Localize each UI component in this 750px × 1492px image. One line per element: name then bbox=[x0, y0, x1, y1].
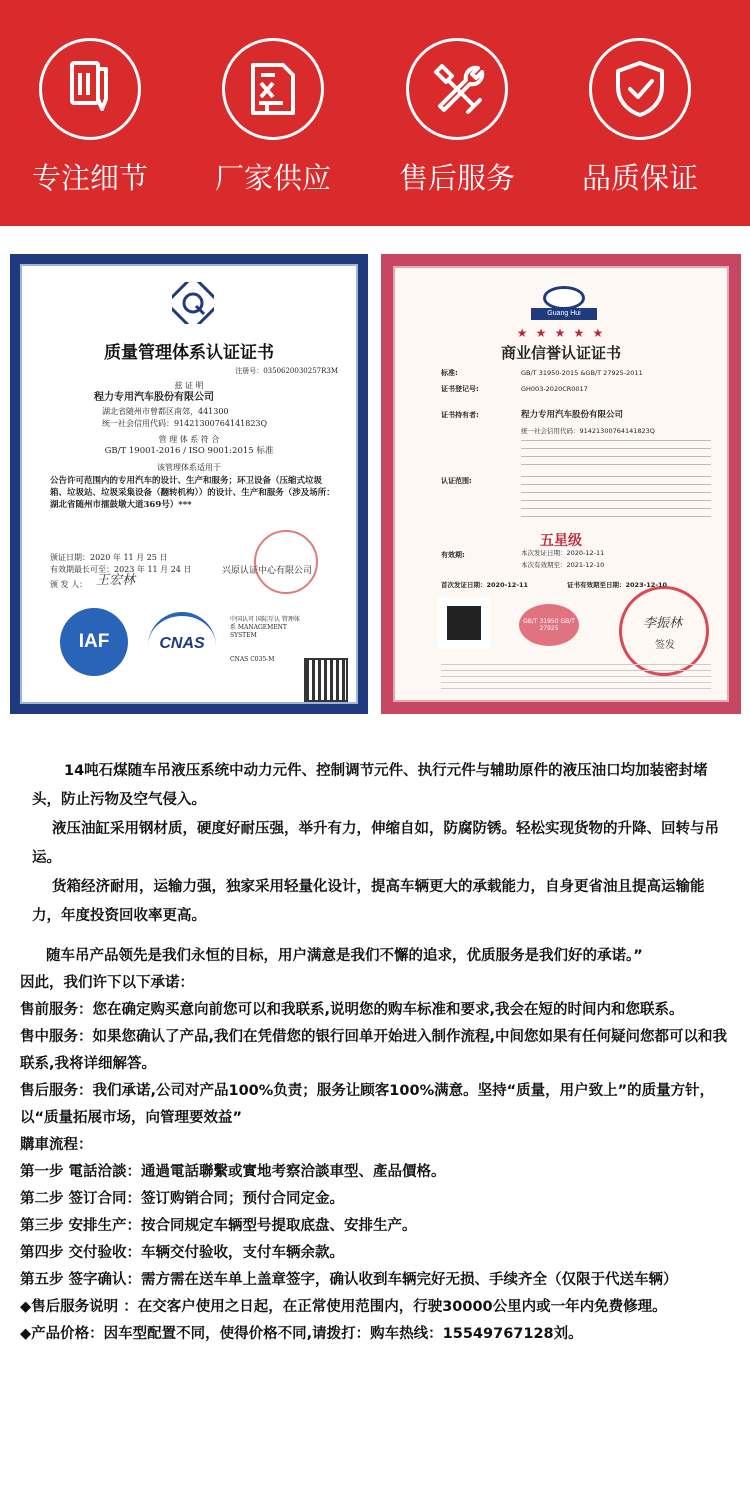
feature-label: 品质保证 bbox=[581, 161, 698, 195]
credit-code: 统一社会信用代码：91421300764141823Q bbox=[102, 419, 268, 428]
service-commitment bbox=[20, 943, 732, 1348]
proof-heading: 兹 证 明 bbox=[174, 381, 204, 390]
seal-caption: 签发 bbox=[655, 640, 675, 651]
pen-icon bbox=[39, 38, 141, 140]
scope-text: 公告许可范围内的专用汽车的设计、生产和服务；环卫设备（压缩式垃圾箱、垃圾站、垃圾采集设备（翻转机构））的设计、生产和服务（涉及场所：湖北省随州市擂鼓墩大道369号）*** bbox=[50, 476, 335, 510]
guanghui-logo-icon bbox=[543, 286, 585, 310]
commitment-line: 因此，我们许下以下承诺： bbox=[20, 975, 194, 991]
footer-lines bbox=[441, 664, 711, 690]
description-paragraph: 货箱经济耐用，运输力强，独家采用轻量化设计，提高车辆更大的承载能力，自身更省油且提高运输能力，年度投资回收率更高。 bbox=[32, 879, 705, 924]
in-sales-service: 售中服务：如果您确认了产品,我们在凭借您的银行回单开始进入制作流程,中间您如果有任何疑问您都可以和我联系,我将详细解答。 bbox=[20, 1029, 728, 1072]
registration-value: GH003-2020CR0017 bbox=[521, 385, 588, 393]
commitment-intro: 随车吊产品领先是我们永恒的目标，用户满意是我们不懈的追求，优质服务是我们好的承诺。” bbox=[46, 948, 643, 964]
product-description bbox=[32, 757, 732, 931]
valid-date: 有效期最长可至：2023 年 11 月 24 日 bbox=[50, 565, 192, 574]
issuer-signature: 王宏林 bbox=[96, 573, 136, 588]
issue-date: 颁证日期：2020 年 11 月 25 日 bbox=[50, 553, 168, 562]
level-text: 五星级 bbox=[540, 533, 582, 549]
credit-code: 统一社会信用代码：91421300764141823Q bbox=[521, 427, 655, 435]
feature-label: 厂家供应 bbox=[214, 161, 331, 195]
holder-value: 程力专用汽车股份有限公司 bbox=[521, 410, 624, 420]
cnas-logo: CNAS bbox=[148, 612, 216, 672]
standard-text: GB/T 19001-2016 / ISO 9001:2015 标准 bbox=[104, 446, 274, 456]
first-issue-date: 首次发证日期：2020-12-11 bbox=[441, 581, 529, 589]
process-step-4: 第四步 交付验收：车辆交付验收，支付车辆余款。 bbox=[20, 1245, 345, 1261]
process-step-2: 第二步 签订合同：签订购销合同；预付合同定金。 bbox=[20, 1191, 345, 1207]
feature-attention-detail bbox=[20, 38, 160, 197]
cnas-note: 中国认可 国际互认 管理体系 MANAGEMENT SYSTEM bbox=[230, 616, 300, 639]
shield-check-icon bbox=[589, 38, 691, 140]
feature-factory-supply bbox=[203, 38, 343, 197]
certification-logo-icon bbox=[172, 282, 214, 324]
valid-label: 有效期: bbox=[441, 551, 465, 559]
issuer-label: 颁 发 人： bbox=[50, 580, 88, 589]
feature-label: 售后服务 bbox=[398, 161, 515, 195]
cnas-code: CNAS C035-M bbox=[230, 656, 275, 663]
holder-label: 证书持有者: bbox=[441, 411, 479, 419]
scope-lines bbox=[521, 476, 711, 522]
description-paragraph: 14吨石煤随车吊液压系统中动力元件、控制调节元件、执行元件与辅助原件的液压油口均加装密封堵头，防止污物及空气侵入。 bbox=[32, 763, 708, 808]
feature-after-sales bbox=[387, 38, 527, 197]
certificate-valid-date: 证书有效期至日期：2023-12-10 bbox=[567, 581, 668, 589]
seal-organization: 兴原认证中心有限公司 bbox=[222, 566, 313, 576]
iaf-logo: IAF bbox=[60, 608, 128, 676]
price-note: ◆产品价格：因车型配置不同，使得价格不同,请拨打：购车热线：15549767128刘。 bbox=[20, 1326, 583, 1342]
issue-date: 本次发证日期：2020-12-11 bbox=[521, 549, 605, 557]
conforms-label: 管 理 体 系 符 合 bbox=[158, 435, 220, 444]
feature-quality-guarantee bbox=[570, 38, 710, 197]
qr-code bbox=[441, 600, 487, 646]
official-seal bbox=[619, 586, 709, 676]
seal-signature: 李振林 bbox=[643, 616, 683, 631]
company-name: 程力专用汽车股份有限公司 bbox=[94, 392, 214, 403]
quality-management-certificate bbox=[10, 254, 368, 714]
expire-date: 本次有效期至：2021-12-10 bbox=[521, 561, 605, 569]
tools-icon bbox=[406, 38, 508, 140]
certificate-title: 质量管理体系认证证书 bbox=[104, 343, 274, 363]
price-tag-icon bbox=[222, 38, 324, 140]
business-credit-certificate bbox=[381, 254, 741, 714]
after-sales-service: 售后服务：我们承诺,公司对产品100%负责；服务让顾客100%满意。坚持“质量，用户致上”的质量方针，以“质量拓展市场，向管理要效益” bbox=[20, 1083, 715, 1126]
official-seal bbox=[254, 530, 318, 594]
rating-stars: ★ ★ ★ ★ ★ bbox=[516, 326, 606, 340]
company-address: 湖北省随州市曾都区南郊，441300 bbox=[102, 407, 229, 416]
feature-label: 专注细节 bbox=[31, 161, 148, 195]
process-step-1: 第一步 電話洽談：通過電話聯繫或實地考察洽談車型、產品價格。 bbox=[20, 1164, 446, 1180]
guanghui-logo-text: Guang Hui bbox=[531, 308, 597, 320]
purchase-process-heading: 購車流程： bbox=[20, 1137, 93, 1153]
process-step-3: 第三步 安排生产：按合同规定车辆型号提取底盘、安排生产。 bbox=[20, 1218, 417, 1234]
qr-code bbox=[306, 660, 346, 700]
scope-heading: 该管理体系适用于 bbox=[157, 463, 221, 472]
after-sales-note: ◆售后服务说明 ：在交客户使用之日起，在正常使用范围内，行驶30000公里内或一年内免费修理。 bbox=[20, 1299, 667, 1315]
holder-details-lines bbox=[521, 440, 711, 470]
registration-number: 注册号：0350620030257R3M bbox=[235, 367, 338, 375]
feature-banner bbox=[0, 0, 750, 226]
certificate-title: 商业信誉认证证书 bbox=[500, 344, 621, 362]
standard-label: 标准: bbox=[441, 369, 458, 377]
standard-value: GB/T 31950-2015 &GB/T 27925-2011 bbox=[521, 369, 643, 377]
description-paragraph: 液压油缸采用钢材质，硬度好耐压强，举升有力，伸缩自如，防腐防锈。轻松实现货物的升降、回转与吊运。 bbox=[32, 821, 719, 866]
process-step-5: 第五步 签字确认：需方需在送车单上盖章签字，确认收到车辆完好无损、手续齐全（仅限于代送车辆） bbox=[20, 1272, 678, 1288]
scope-label: 认证范围: bbox=[441, 477, 472, 485]
registration-label: 证书登记号: bbox=[441, 385, 479, 393]
pre-sales-service: 售前服务：您在确定购买意向前您可以和我联系,说明您的购车标准和要求,我会在短的时间内和您联系。 bbox=[20, 1002, 684, 1018]
standard-badge: GB/T 31950 GB/T 27925 bbox=[519, 604, 579, 646]
